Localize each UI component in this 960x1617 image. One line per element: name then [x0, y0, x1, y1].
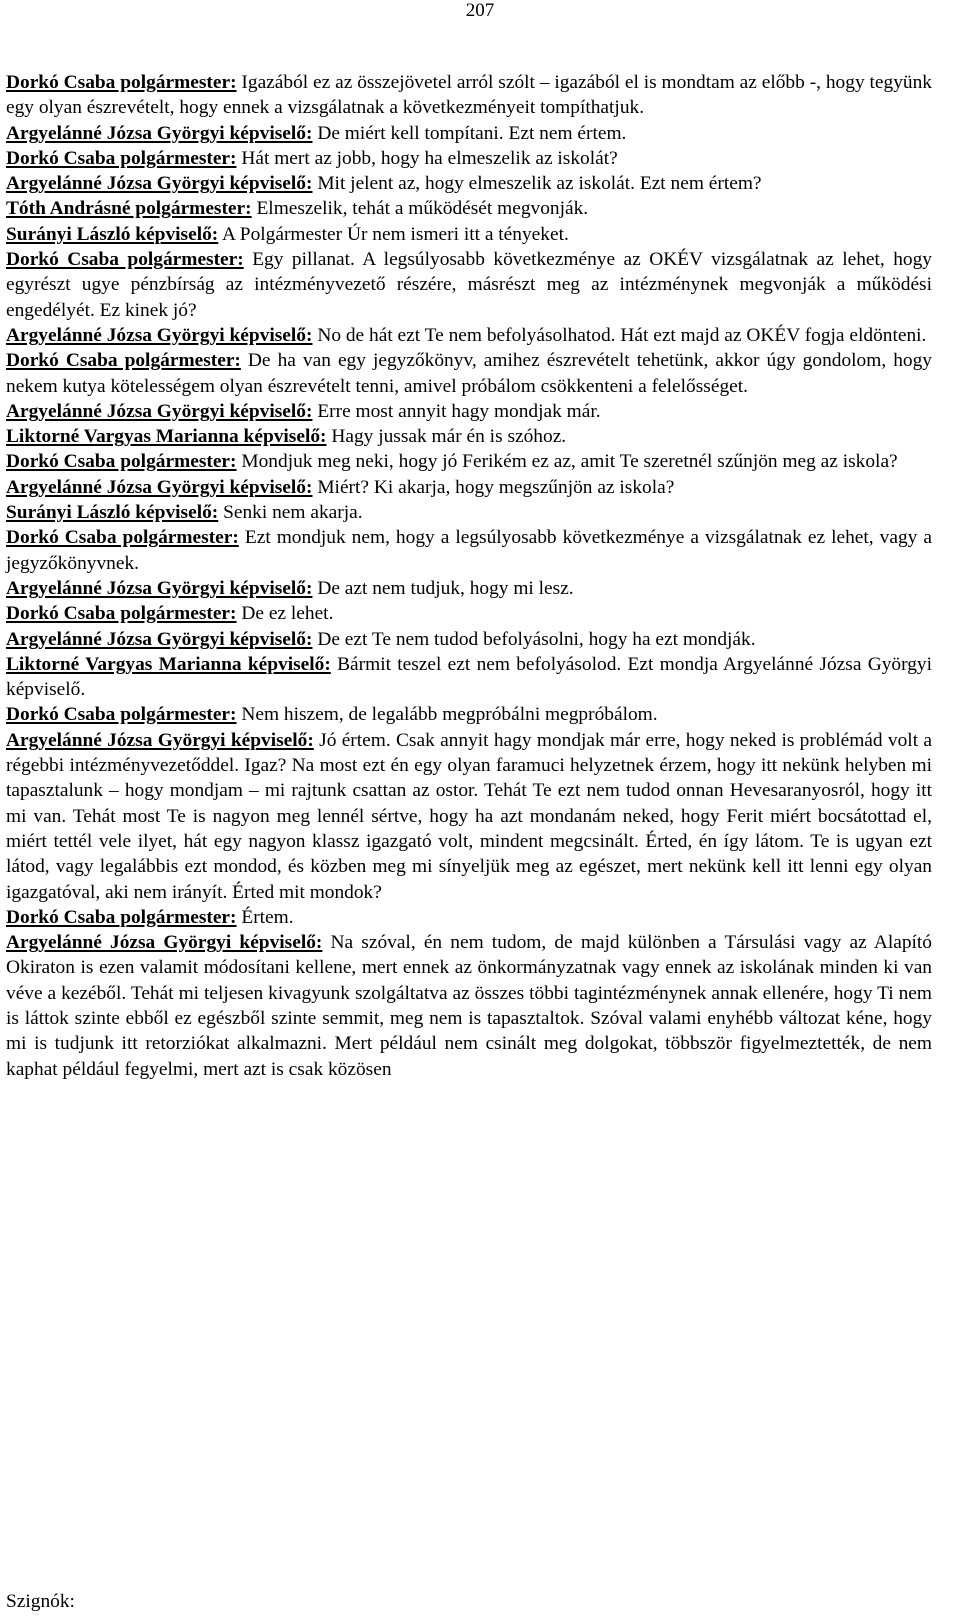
- speech-text: Na szóval, én nem tudom, de majd különben a Társulási vagy az Alapító Okiraton is ezen valamit módosítani kellene, mert ennek az önkormányzatnak vagy ennek az iskolának minden ki van véve a kezéből. Tehát mi teljesen kivagyunk szolgáltatva az összes többi tagintézménynek annak ellenére, hogy Ti nem is láttok szinte ebből ez egészből szinte semmit, meg nem is tapasztaltok. Szóval valami enyhébb változat kéne, hogy mi is tudjunk itt retorziókat alkalmazni. Mert például nem csinált meg dolgokat, többször figyelmeztették, de nem kaphat például fegyelmi, mert azt is csak közösen: [6, 932, 932, 1080]
- transcript-paragraph: [6, 323, 932, 348]
- speaker-label: Argyelánné Józsa Györgyi képviselő:: [6, 932, 323, 954]
- speech-text: Hagy jussak már én is szóhoz.: [326, 426, 567, 448]
- speech-text: De ez lehet.: [236, 603, 334, 625]
- transcript-paragraph: [6, 500, 932, 525]
- speaker-label: Liktorné Vargyas Marianna képviselő:: [6, 426, 327, 448]
- speaker-label: Argyelánné Józsa Györgyi képviselő:: [6, 173, 313, 195]
- footer-signatories-label: Szignók:: [6, 1591, 75, 1612]
- speaker-label: Dorkó Csaba polgármester:: [6, 704, 237, 726]
- speaker-label: Surányi László képviselő:: [6, 223, 219, 245]
- speaker-label: Dorkó Csaba polgármester:: [6, 527, 239, 549]
- transcript-body: [6, 70, 932, 1082]
- transcript-paragraph: [6, 475, 932, 500]
- speaker-label: Dorkó Csaba polgármester:: [6, 249, 244, 271]
- speaker-label: Argyelánné Józsa Györgyi képviselő:: [6, 577, 313, 599]
- speaker-label: Surányi László képviselő:: [6, 502, 219, 524]
- speech-text: Elmeszelik, tehát a működését megvonják.: [251, 198, 589, 220]
- speech-text: Egy pillanat. A legsúlyosabb következménye az OKÉV vizsgálatnak az lehet, hogy egyrészt ugye pénzbírság az intézményvezető részére, másrészt meg az intézménynek megvonják a működési engedélyét. Ez kinek jó?: [6, 249, 932, 321]
- speaker-label: Argyelánné Józsa Györgyi képviselő:: [6, 400, 313, 422]
- speaker-label: Argyelánné Józsa Györgyi képviselő:: [6, 729, 314, 751]
- speech-text: Jó értem. Csak annyit hagy mondjak már erre, hogy neked is problémád volt a régebbi intézményvezetőddel. Igaz? Na most ezt én egy olyan faramuci helyzetnek érzem, hogy itt nekünk helyben mi tapasztalunk – hogy mondjam – mi rajtunk csattan az ostor. Tehát Te ezt nem tudod onnan Hevesaranyosról, hogy itt mi van. Tehát most Te is nagyon meg lennél sértve, hogy ha azt mondanám neked, hogy Ferit miért bocsátottad el, miért tettél vele ilyet, hát egy nagyon klassz igazgató volt, mindent megcsinált. Érted, én így látom. Te is ugyan ezt látod, vagy legalábbis ezt mondod, és közben meg mi sínyeljük meg az egészet, mert nekünk kell itt lenni egy olyan igazgatóval, aki nem irányít. Érted mit mondok?: [6, 729, 932, 903]
- speaker-label: Liktorné Vargyas Marianna képviselő:: [6, 653, 331, 675]
- speech-text: A Polgármester Úr nem ismeri itt a tényeket.: [218, 223, 569, 245]
- speech-text: Nem hiszem, de legalább megpróbálni megpróbálom.: [236, 704, 658, 726]
- transcript-paragraph: [6, 905, 932, 930]
- speaker-label: Argyelánné Józsa Györgyi képviselő:: [6, 628, 313, 650]
- transcript-paragraph: [6, 930, 932, 1082]
- speech-text: Ezt mondjuk nem, hogy a legsúlyosabb következménye a vizsgálatnak ez lehet, vagy a jegyzőkönyvnek.: [6, 527, 932, 574]
- speech-text: De ha van egy jegyzőkönyv, amihez észrevételt tehetünk, akkor úgy gondolom, hogy nekem kutya kötelességem olyan észrevételt tenni, amivel próbálom csökkenteni a felelősséget.: [6, 350, 932, 397]
- speaker-label: Tóth Andrásné polgármester:: [6, 198, 252, 220]
- transcript-paragraph: [6, 576, 932, 601]
- transcript-paragraph: [6, 449, 932, 474]
- page-number: 207: [465, 0, 495, 21]
- speaker-label: Argyelánné Józsa Györgyi képviselő:: [6, 122, 313, 144]
- transcript-paragraph: [6, 196, 932, 221]
- speaker-label: Argyelánné Józsa Györgyi képviselő:: [6, 476, 313, 498]
- speaker-label: Dorkó Csaba polgármester:: [6, 603, 237, 625]
- speaker-label: Dorkó Csaba polgármester:: [6, 72, 237, 93]
- transcript-paragraph: [6, 702, 932, 727]
- speech-text: De ezt Te nem tudod befolyásolni, hogy ha ezt mondják.: [312, 628, 756, 650]
- speech-text: Bármit teszel ezt nem befolyásolod. Ezt mondja Argyelánné Józsa Györgyi képviselő.: [6, 653, 932, 701]
- speech-text: De miért kell tompítani. Ezt nem értem.: [312, 122, 627, 144]
- transcript-paragraph: [6, 348, 932, 399]
- transcript-paragraph: [6, 424, 932, 449]
- speech-text: De azt nem tudjuk, hogy mi lesz.: [312, 577, 574, 599]
- speech-text: Mit jelent az, hogy elmeszelik az iskolát. Ezt nem értem?: [312, 173, 762, 195]
- transcript-paragraph: [6, 728, 932, 905]
- speech-text: Hát mert az jobb, hogy ha elmeszelik az iskolát?: [236, 147, 618, 169]
- speaker-label: Dorkó Csaba polgármester:: [6, 147, 237, 169]
- speech-text: Erre most annyit hagy mondjak már.: [312, 400, 601, 422]
- speech-text: No de hát ezt Te nem befolyásolhatod. Hát ezt majd az OKÉV fogja eldönteni.: [312, 324, 927, 346]
- speech-text: Mondjuk meg neki, hogy jó Ferikém ez az, amit Te szeretnél szűnjön meg az iskola?: [236, 451, 898, 473]
- transcript-paragraph: [6, 70, 932, 121]
- transcript-paragraph: [6, 146, 932, 171]
- speaker-label: Dorkó Csaba polgármester:: [6, 451, 237, 473]
- transcript-paragraph: [6, 399, 932, 424]
- transcript-paragraph: [6, 652, 932, 703]
- transcript-paragraph: [6, 222, 932, 247]
- speaker-label: Dorkó Csaba polgármester:: [6, 350, 241, 372]
- transcript-paragraph: [6, 627, 932, 652]
- speech-text: Miért? Ki akarja, hogy megszűnjön az iskola?: [312, 476, 675, 498]
- speaker-label: Dorkó Csaba polgármester:: [6, 906, 237, 928]
- speech-text: Igazából ez az összejövetel arról szólt – igazából el is mondtam az előbb -, hogy tegyünk egy olyan észrevételt, hogy ennek a vizsgálatnak a következményeit tompíthatjuk.: [6, 72, 932, 119]
- transcript-paragraph: [6, 601, 932, 626]
- transcript-paragraph: [6, 171, 932, 196]
- speech-text: Értem.: [236, 906, 294, 928]
- speech-text: Senki nem akarja.: [218, 502, 363, 524]
- transcript-paragraph: [6, 121, 932, 146]
- speaker-label: Argyelánné Józsa Györgyi képviselő:: [6, 324, 313, 346]
- transcript-paragraph: [6, 247, 932, 323]
- transcript-paragraph: [6, 525, 932, 576]
